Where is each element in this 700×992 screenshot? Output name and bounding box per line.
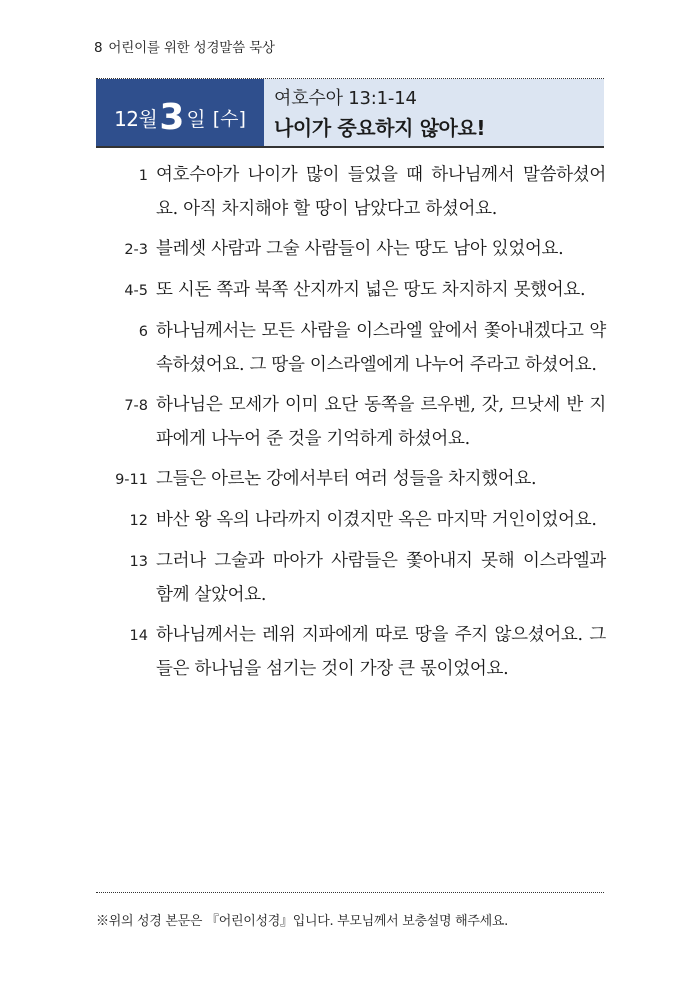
- verse-item: [96, 388, 606, 456]
- verse-text: 바산 왕 옥의 나라까지 이겼지만 옥은 마지막 거인이었어요.: [156, 510, 597, 530]
- footer-divider: [96, 892, 604, 893]
- verse-number: 14: [129, 628, 148, 644]
- verse-number: 7-8: [124, 398, 148, 414]
- verse-item: [96, 462, 606, 497]
- verse-text: 그들은 아르논 강에서부터 여러 성들을 차지했어요.: [156, 469, 537, 489]
- verse-item: [96, 618, 606, 686]
- reading-topic: 나이가 중요하지 않아요!: [274, 116, 486, 140]
- scripture-reference: 여호수아 13:1-14: [274, 88, 417, 109]
- verse-number: 12: [129, 513, 148, 529]
- date-box: [96, 79, 264, 146]
- page-number: 8: [94, 40, 103, 56]
- verse-number: 13: [129, 554, 148, 570]
- date-month: 12월: [114, 107, 158, 131]
- title-band: [96, 78, 604, 148]
- verse-number: 2-3: [124, 242, 148, 258]
- verse-item: [96, 503, 606, 538]
- verse-item: [96, 314, 606, 382]
- date-weekday: [수]: [212, 108, 246, 130]
- running-header: [94, 36, 275, 56]
- verse-number: 9-11: [115, 472, 148, 488]
- verse-text: 그러나 그술과 마아가 사람들은 쫓아내지 못해 이스라엘과 함께 살았어요.: [156, 551, 606, 605]
- verse-text: 하나님께서는 모든 사람을 이스라엘 앞에서 쫓아내겠다고 약속하셨어요. 그 땅을 이스라엘에게 나누어 주라고 하셨어요.: [156, 321, 606, 375]
- verse-text: 하나님께서는 레위 지파에게 따로 땅을 주지 않으셨어요. 그들은 하나님을 섬기는 것이 가장 큰 몫이었어요.: [156, 625, 606, 679]
- verse-text: 여호수아가 나이가 많이 들었을 때 하나님께서 말씀하셨어요. 아직 차지해야 할 땅이 남았다고 하셨어요.: [156, 165, 606, 219]
- verse-list: [96, 158, 606, 692]
- verse-text: 블레셋 사람과 그술 사람들이 사는 땅도 남아 있었어요.: [156, 239, 564, 259]
- verse-number: 6: [138, 324, 148, 340]
- verse-text: 또 시돈 쪽과 북쪽 산지까지 넓은 땅도 차지하지 못했어요.: [156, 280, 586, 300]
- verse-number: 4-5: [124, 283, 148, 299]
- reading-box: [264, 79, 604, 146]
- date-day: 3: [159, 96, 185, 138]
- date-day-word: 일: [186, 107, 206, 131]
- book-title: 어린이를 위한 성경말씀 묵상: [108, 40, 275, 56]
- verse-item: [96, 158, 606, 226]
- verse-item: [96, 273, 606, 308]
- verse-item: [96, 544, 606, 612]
- verse-item: [96, 232, 606, 267]
- verse-text: 하나님은 모세가 이미 요단 동쪽을 르우벤, 갓, 므낫세 반 지파에게 나누어 준 것을 기억하게 하셨어요.: [156, 395, 606, 449]
- verse-number: 1: [138, 168, 148, 184]
- footnote: ※위의 성경 본문은 『어린이성경』입니다. 부모님께서 보충설명 해주세요.: [96, 914, 508, 929]
